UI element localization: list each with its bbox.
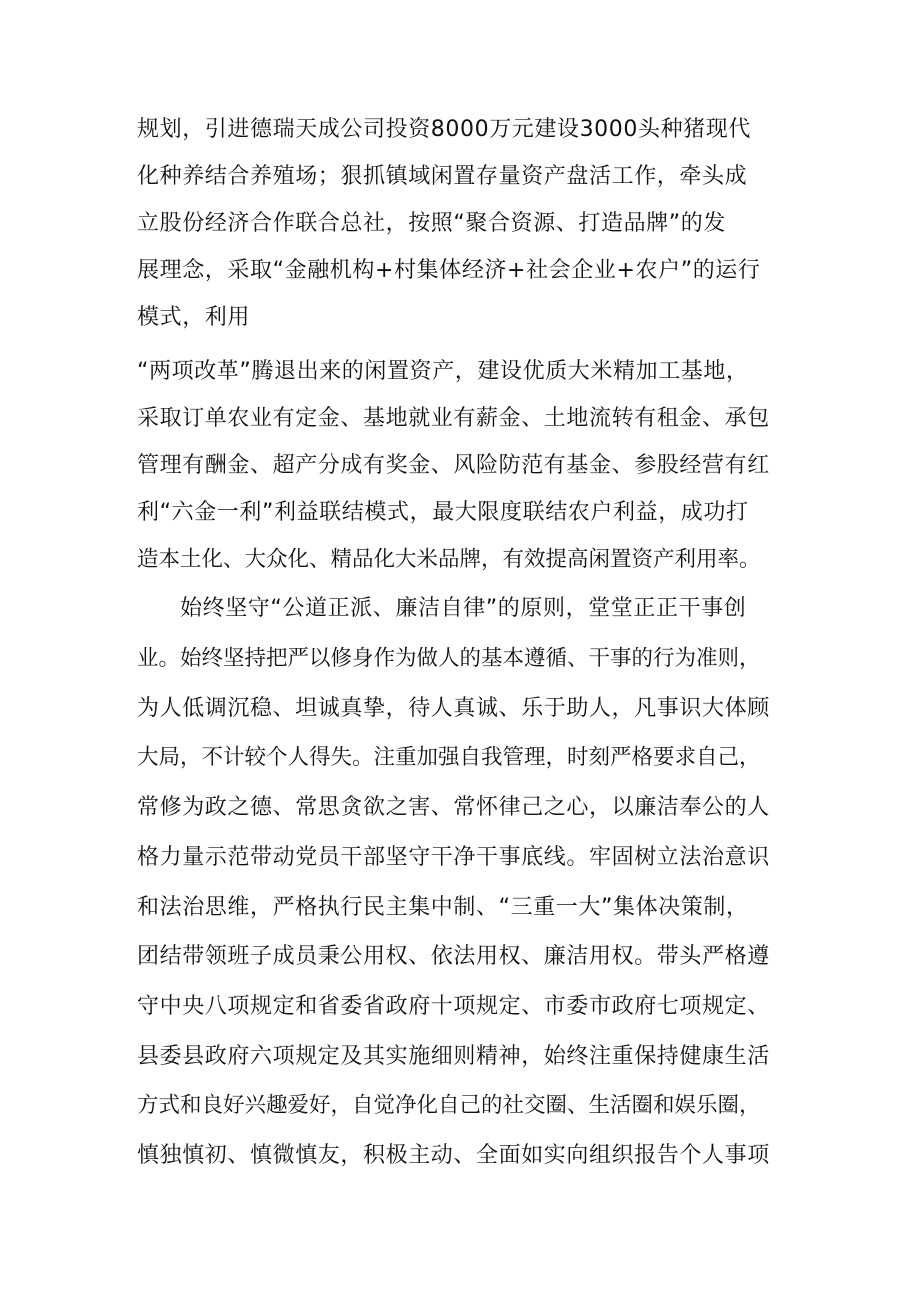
paragraph-first-line: 始终坚守“公道正派、廉洁自律”的原则，堂堂正正干事创	[180, 596, 747, 621]
text-line: 团结带领班子成员秉公用权、依法用权、廉洁用权。带头严格遵	[137, 944, 770, 969]
text-line: 大局，不计较个人得失。注重加强自我管理，时刻严格要求自己，	[137, 745, 761, 770]
text-line: 造本土化、大众化、精品化大米品牌，有效提高闲置资产利用率。	[137, 547, 761, 572]
text-line: 慎独慎初、慎微慎友，积极主动、全面如实向组织报告个人事项	[137, 1143, 770, 1168]
text-line: 化种养结合养殖场；狠抓镇域闲置存量资产盘活工作，牵头成	[137, 164, 748, 189]
text-line: 利“六金一利”利益联结模式，最大限度联结农户利益，成功打	[137, 500, 749, 525]
text-line: 格力量示范带动党员干部坚守干净干事底线。牢固树立法治意识	[137, 845, 770, 870]
text-line: 规划，引进德瑞天成公司投资8000万元建设3000头种猪现代	[137, 117, 751, 142]
text-line: 管理有酬金、超产分成有奖金、风险防范有基金、参股经营有红	[137, 453, 770, 478]
text-line: 模式，利用	[137, 305, 251, 330]
text-line: 和法治思维，严格执行民主集中制、“三重一大”集体决策制，	[137, 895, 749, 920]
text-line: 守中央八项规定和省委省政府十项规定、市委市政府七项规定、	[137, 994, 770, 1019]
text-line: 县委县政府六项规定及其实施细则精神，始终注重保持健康生活	[137, 1044, 770, 1069]
text-line: 业。始终坚持把严以修身作为做人的基本遵循、干事的行为准则，	[137, 646, 761, 671]
text-line: 展理念，采取“金融机构+村集体经济+社会企业+农户”的运行	[137, 258, 761, 283]
text-line: 方式和良好兴趣爱好，自觉净化自己的社交圈、生活圈和娱乐圈，	[137, 1093, 761, 1118]
text-line: 常修为政之德、常思贪欲之害、常怀律己之心，以廉洁奉公的人	[137, 795, 770, 820]
text-line: 采取订单农业有定金、基地就业有薪金、土地流转有租金、承包	[137, 406, 770, 431]
text-line: 立股份经济合作联合总社，按照“聚合资源、打造品牌”的发	[137, 211, 726, 236]
text-line: “两项改革”腾退出来的闲置资产，建设优质大米精加工基地，	[137, 359, 749, 384]
text-line: 为人低调沉稳、坦诚真挚，待人真诚、乐于助人，凡事识大体顾	[137, 696, 770, 721]
